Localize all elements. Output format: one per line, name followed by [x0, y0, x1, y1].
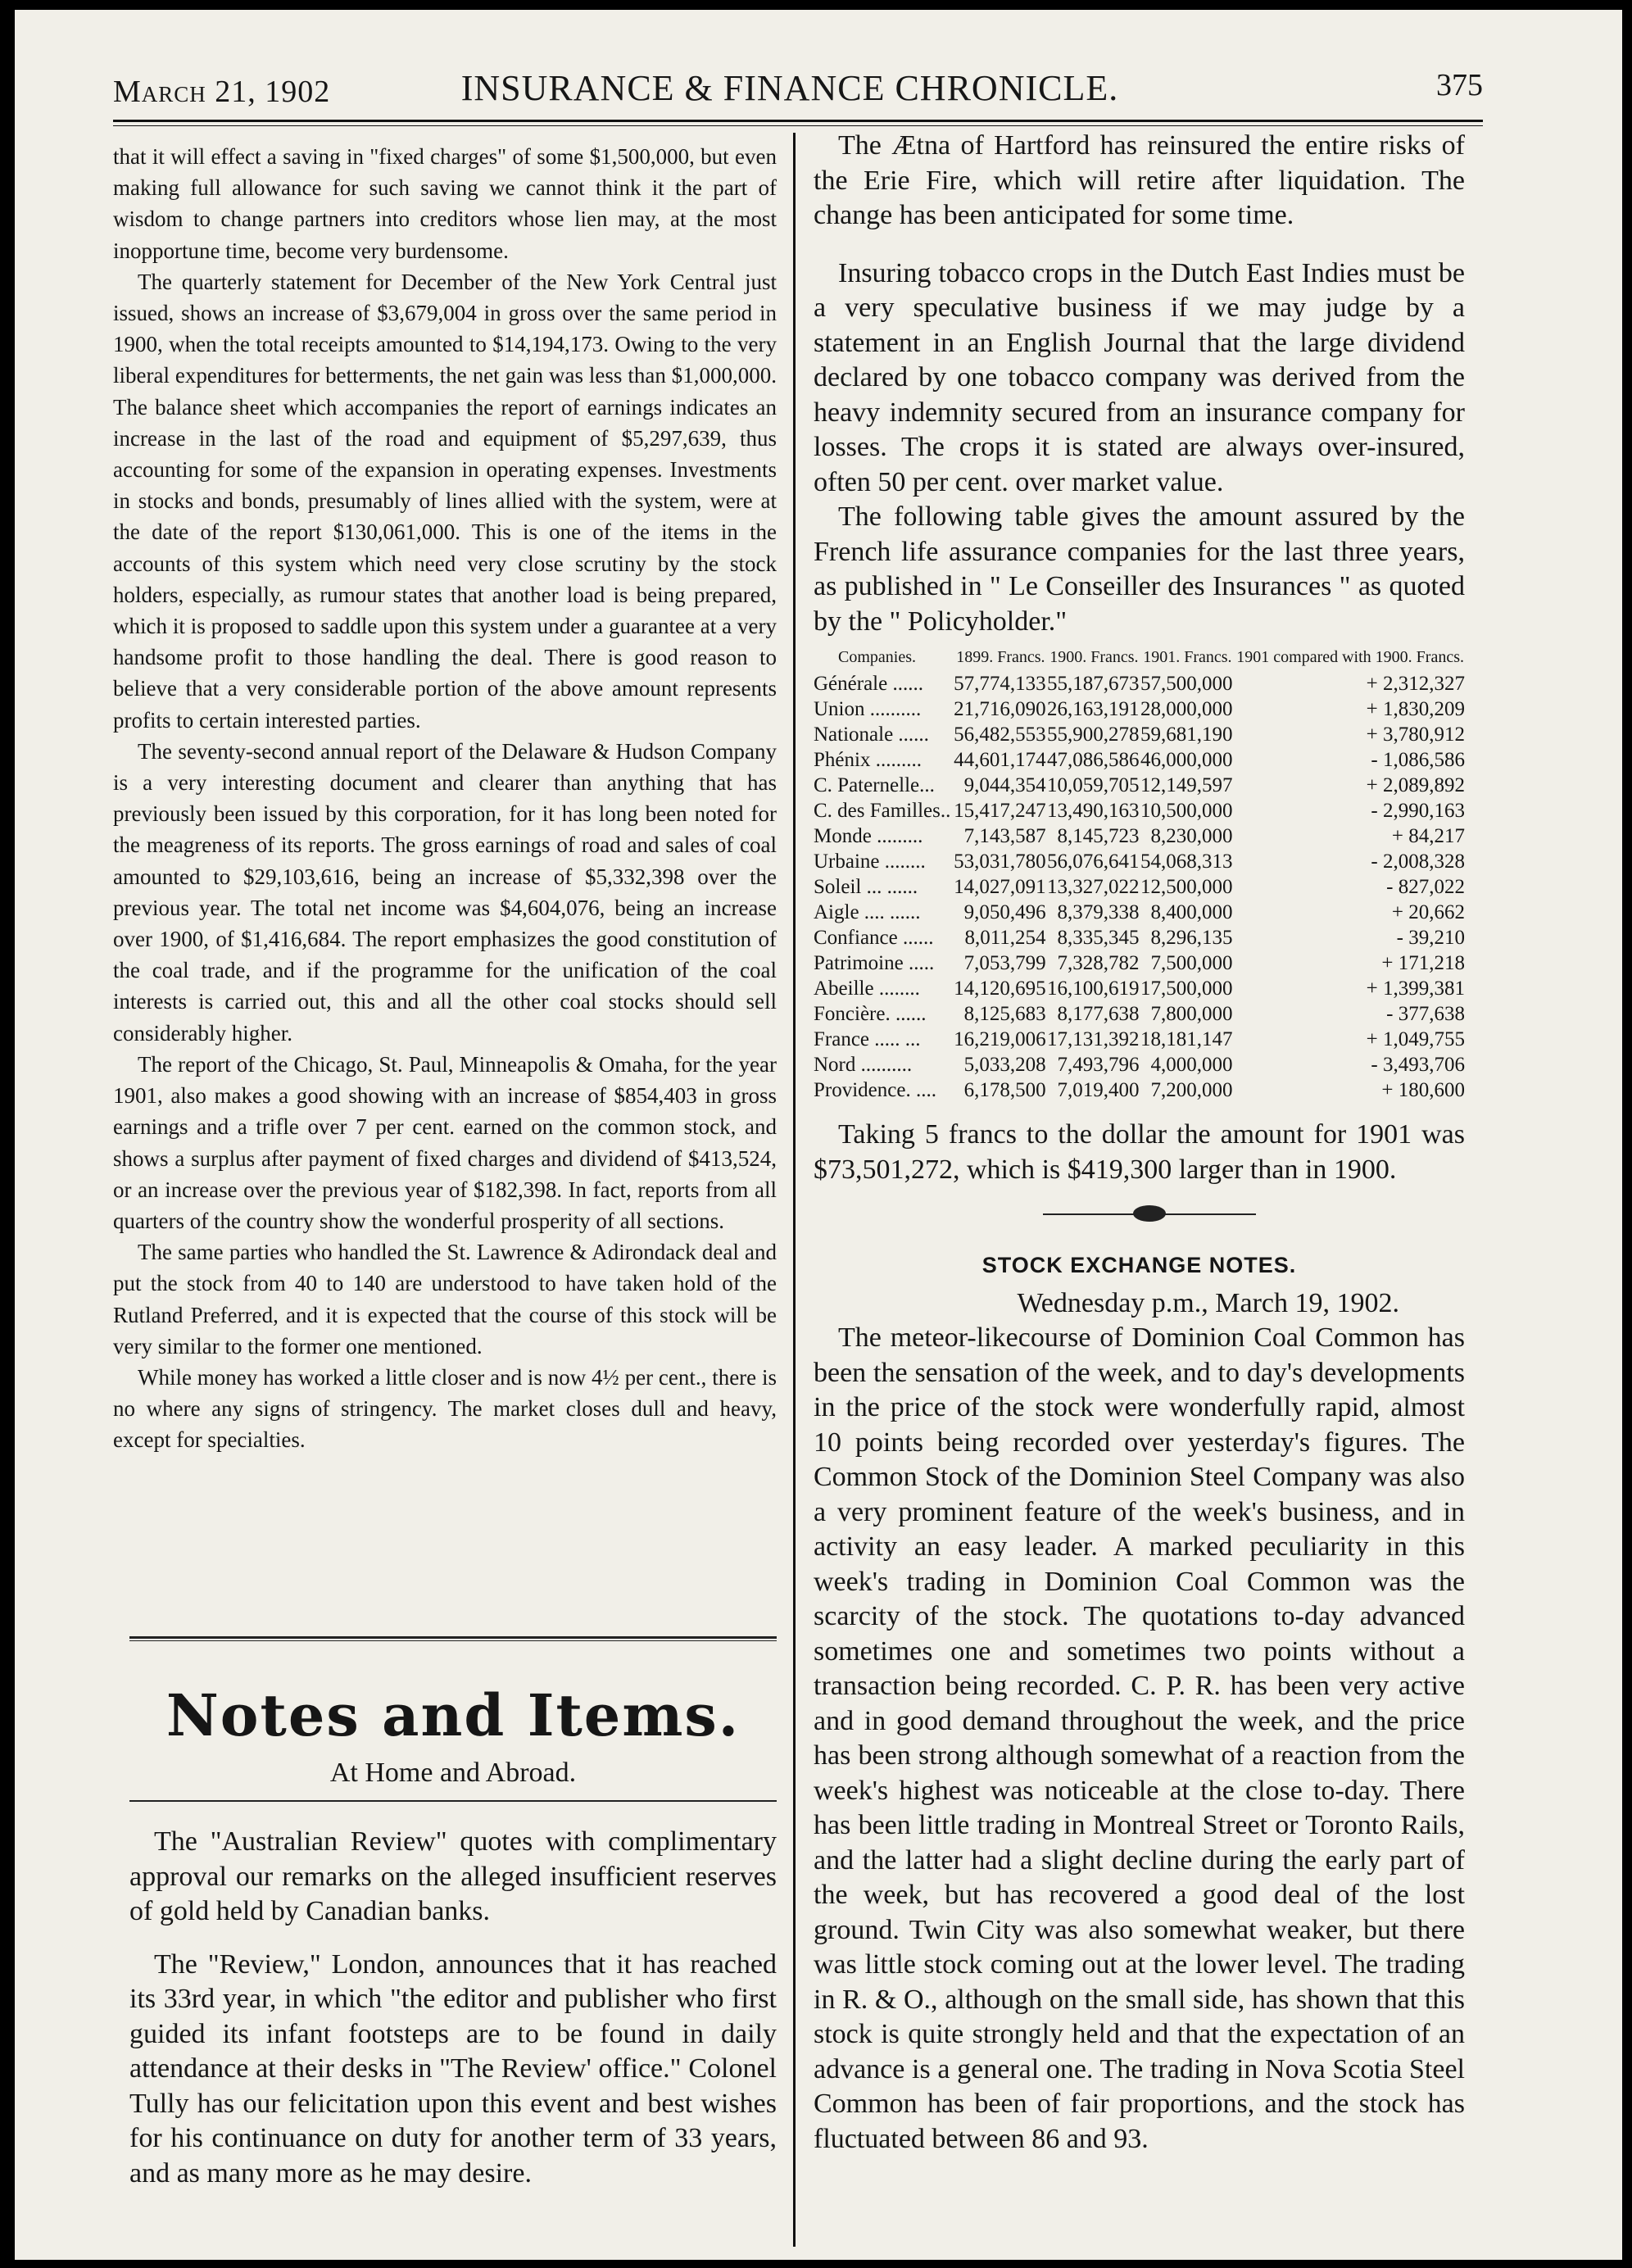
amount-cell: + 20,662 [1391, 901, 1465, 923]
table-row [814, 1052, 1465, 1077]
section-rule [129, 1636, 777, 1639]
amount-cell: - 827,022 [1386, 876, 1465, 898]
amount-cell: + 84,217 [1391, 825, 1465, 847]
amount-cell: 21,716,090 [954, 698, 1046, 720]
table-header: 1900. Francs. [1049, 648, 1139, 666]
amount-cell: 7,800,000 [1150, 1003, 1233, 1025]
amount-cell: 4,000,000 [1150, 1054, 1233, 1076]
amount-cell: - 39,210 [1396, 927, 1465, 949]
table-row [814, 849, 1465, 874]
amount-cell: 8,145,723 [1057, 825, 1140, 847]
notes-heading [129, 1640, 777, 1789]
left-column [113, 141, 777, 1456]
issue-date: March 21, 1902 [113, 75, 331, 109]
table-row [814, 696, 1465, 722]
company-name-cell: Patrimoine ..... [814, 952, 935, 974]
amount-cell: 8,335,345 [1057, 927, 1140, 949]
amount-cell: 8,296,135 [1150, 927, 1233, 949]
amount-cell: - 377,638 [1386, 1003, 1465, 1025]
amount-cell: + 1,399,381 [1366, 978, 1465, 1000]
company-name-cell: France ..... ... [814, 1028, 921, 1050]
company-name-cell: C. Paternelle... [814, 774, 935, 796]
company-name-cell: Providence. .... [814, 1079, 936, 1101]
table-row [814, 1001, 1465, 1027]
table-row [814, 1027, 1465, 1052]
amount-cell: 8,379,338 [1057, 901, 1140, 923]
ornamental-divider [814, 1202, 1465, 1227]
company-name-cell: Aigle .... ...... [814, 901, 921, 923]
table-row [814, 671, 1465, 696]
article-paragraph: The same parties who handled the St. Lawrence & Adirondack deal and put the stock from 40 to 140 are understood to have taken hold of the Rutland Preferred, and it is expected that the course of this stock will be very similar to the former one mentioned. [113, 1240, 777, 1359]
right-column [814, 129, 1465, 2157]
table-row [814, 900, 1465, 925]
amount-cell: 16,100,619 [1047, 978, 1140, 1000]
amount-cell: 53,031,780 [954, 850, 1046, 873]
article-paragraph: Insuring tobacco crops in the Dutch East Indies must be a very speculative business if we may judge by a statement in an English Journal that the large dividend declared by one tobacco company was derived from the heavy indemnity secured from an insurance company for losses. The crops it is stated are always over-insured, often 50 per cent. over market value. [814, 257, 1465, 497]
page-header [113, 67, 1483, 125]
notes-title: Notes and Items. [165, 1681, 741, 1749]
amount-cell: + 180,600 [1381, 1079, 1465, 1101]
notes-rule [129, 1800, 777, 1802]
amount-cell: 7,053,799 [963, 952, 1046, 974]
amount-cell: - 1,086,586 [1371, 749, 1465, 771]
article-paragraph: The quarterly statement for December of the New York Central just issued, shows an increase of $3,679,004 in gross over the same period in 1900, when the total receipts amounted to $14,194,173. Owing to the very liberal expenditures for betterments, the net gain was less than $1,000,000. The balance sheet which accompanies the report of earnings indicates an increase in the last of the road and equipment of $5,297,639, thus accounting for some of the expansion in operating expenses. Investments in stocks and bonds, presumably of lines allied with the system, were at the date of the report $130,061,000. This is one of the items in the accounts of this system which need very close scrutiny by the stock holders, especially, as rumour states that another load is being prepared, which it is proposed to saddle upon this system under a guarantee at a very handsome profit to those handling the deal. There is good reason to believe that a very considerable portion of the above amount represents profits to certain interested parties. [113, 269, 777, 733]
amount-cell: 16,219,006 [954, 1028, 1046, 1050]
table-row [814, 798, 1465, 823]
amount-cell: 12,149,597 [1140, 774, 1233, 796]
company-name-cell: Phénix ......... [814, 749, 922, 771]
company-name-cell: Confiance ...... [814, 927, 934, 949]
company-name-cell: Urbaine ........ [814, 850, 926, 873]
article-paragraph: The report of the Chicago, St. Paul, Minneapolis & Omaha, for the year 1901, also makes a good showing with an increase of $854,403 in gross earnings and a trifle over 7 per cent. earned on the common stock, and shows a surplus after payment of fixed charges and dividend of $413,524, or an increase over the previous year of $182,398. In fact, reports from all quarters of the country show the wonderful prosperity of all sections. [113, 1051, 777, 1233]
amount-cell: 59,681,190 [1140, 723, 1233, 746]
stock-exchange-date: Wednesday p.m., March 19, 1902. [1017, 1287, 1399, 1318]
amount-cell: 13,490,163 [1047, 800, 1140, 822]
table-row [814, 823, 1465, 849]
amount-cell: - 2,008,328 [1371, 850, 1465, 873]
table-row [814, 722, 1465, 747]
table-body [814, 671, 1465, 1103]
article-paragraph: that it will effect a saving in "fixed charges" of some $1,500,000, but even making full allowance for such saving we cannot think it the part of wisdom to change partners into creditors whose lien may, at the most inopportune time, become very burdensome. [113, 144, 777, 263]
header-rule [113, 120, 1483, 122]
amount-cell: + 2,312,327 [1366, 673, 1465, 695]
article-paragraph: The seventy-second annual report of the Delaware & Hudson Company is a very interesting document and clearer than anything that has previously been issued by this corporation, for it has long been noted for the meagreness of its reports. The gross earnings of road and sales of coal amounted to $29,103,616, being an increase of $5,332,398 over the previous year. The total net income was $4,604,076, being an increase over 1900, of $1,416,684. The report emphasizes the good constitution of the coal trade, and if the programme for the unification of the coal interests is carried out, this and all the other coal stocks should sell considerably higher. [113, 738, 777, 1046]
amount-cell: 10,500,000 [1140, 800, 1233, 822]
company-name-cell: Soleil ... ...... [814, 876, 918, 898]
table-row [814, 747, 1465, 773]
amount-cell: 14,027,091 [954, 876, 1046, 898]
divider-ornament-icon [1133, 1205, 1166, 1222]
amount-cell: 8,400,000 [1150, 901, 1233, 923]
amount-cell: 7,328,782 [1057, 952, 1140, 974]
amount-cell: 5,033,208 [963, 1054, 1046, 1076]
amount-cell: - 3,493,706 [1371, 1054, 1465, 1076]
notes-body [129, 1825, 777, 2209]
amount-cell: 15,417,247 [954, 800, 1046, 822]
amount-cell: + 2,089,892 [1366, 774, 1465, 796]
amount-cell: 18,181,147 [1140, 1028, 1233, 1050]
note-paragraph: The "Australian Review" quotes with complimentary approval our remarks on the alleged insufficient reserves of gold held by Canadian banks. [129, 1826, 777, 1926]
amount-cell: 7,019,400 [1057, 1079, 1140, 1101]
amount-cell: + 1,830,209 [1366, 698, 1465, 720]
amount-cell: - 2,990,163 [1371, 800, 1465, 822]
company-name-cell: Foncière. ...... [814, 1003, 927, 1025]
amount-cell: 55,187,673 [1047, 673, 1140, 695]
french-assurance-table [814, 647, 1465, 1103]
amount-cell: 9,050,496 [963, 901, 1046, 923]
amount-cell: 14,120,695 [954, 978, 1046, 1000]
amount-cell: 10,059,705 [1047, 774, 1140, 796]
table-row [814, 773, 1465, 798]
amount-cell: 8,125,683 [963, 1003, 1046, 1025]
table-header: 1901 compared with 1900. Francs. [1236, 648, 1464, 666]
table-row [814, 874, 1465, 900]
table-header: 1899. Francs. [956, 648, 1045, 666]
table-header-row [814, 647, 1465, 671]
amount-cell: 56,076,641 [1047, 850, 1140, 873]
page-number: 375 [1436, 68, 1483, 102]
amount-cell: 17,500,000 [1140, 978, 1233, 1000]
company-name-cell: C. des Familles.. [814, 800, 951, 822]
company-name-cell: Nationale ...... [814, 723, 929, 746]
company-name-cell: Nord .......... [814, 1054, 913, 1076]
amount-cell: 13,327,022 [1047, 876, 1140, 898]
amount-cell: 7,493,796 [1057, 1054, 1140, 1076]
article-paragraph: The following table gives the amount assured by the French life assurance companies for the last three years, as published in " Le Conseiller des Insurances " as quoted by the " Policyholder." [814, 501, 1465, 637]
amount-cell: 47,086,586 [1047, 749, 1140, 771]
amount-cell: 8,011,254 [964, 927, 1046, 949]
publication-title: INSURANCE & FINANCE CHRONICLE. [460, 68, 1119, 108]
amount-cell: 8,177,638 [1057, 1003, 1140, 1025]
amount-cell: 7,200,000 [1150, 1079, 1233, 1101]
note-paragraph: The "Review," London, announces that it has reached its 33rd year, in which "the editor and publisher who first guided its infant footsteps are to be found in daily attendance at their desks in "The Review' office." Colonel Tully has our felicitation upon this event and best wishes for his continuance on duty for another term of 33 years, and as many more as he may desire. [129, 1948, 777, 2189]
article-paragraph: While money has worked a little closer and is now 4½ per cent., there is no where any signs of stringency. The market closes dull and heavy, except for specialties. [113, 1364, 777, 1453]
company-name-cell: Union .......... [814, 698, 922, 720]
amount-cell: 6,178,500 [963, 1079, 1046, 1101]
table-row [814, 976, 1465, 1001]
table-header: Companies. [838, 648, 916, 666]
company-name-cell: Monde ......... [814, 825, 923, 847]
table-header: 1901. Francs. [1143, 648, 1232, 666]
notes-subtitle: At Home and Abroad. [329, 1758, 577, 1788]
amount-cell: + 1,049,755 [1366, 1028, 1465, 1050]
article-paragraph: The Ætna of Hartford has reinsured the entire risks of the Erie Fire, which will retire after liquidation. The change has been anticipated for some time. [814, 130, 1465, 230]
amount-cell: + 171,218 [1381, 952, 1465, 974]
amount-cell: 9,044,354 [963, 774, 1046, 796]
article-paragraph: Taking 5 francs to the dollar the amount for 1901 was $73,501,272, which is $419,300 larger than in 1900. [814, 1119, 1465, 1185]
table-row [814, 1077, 1465, 1103]
column-divider [793, 133, 796, 2247]
amount-cell: 7,500,000 [1150, 952, 1233, 974]
amount-cell: 44,601,174 [954, 749, 1046, 771]
stock-exchange-title: STOCK EXCHANGE NOTES. [981, 1253, 1297, 1277]
amount-cell: 57,500,000 [1140, 673, 1233, 695]
amount-cell: 46,000,000 [1140, 749, 1233, 771]
amount-cell: 8,230,000 [1150, 825, 1233, 847]
amount-cell: 56,482,553 [954, 723, 1046, 746]
company-name-cell: Générale ...... [814, 673, 923, 695]
table-row [814, 925, 1465, 950]
amount-cell: 7,143,587 [963, 825, 1046, 847]
amount-cell: 28,000,000 [1140, 698, 1233, 720]
header-rule-thin [113, 125, 1483, 126]
stock-exchange-paragraph: The meteor-likecourse of Dominion Coal Common has been the sensation of the week, and to day's developments in the price of the stock were wonderfully rapid, almost 10 points being recorded over yesterday's figures. The Common Stock of the Dominion Steel Company was also a very prominent feature of the week's business, and in activity an easy leader. A marked peculiarity in this week's trading in Dominion Coal Common was the scarcity of the stock. The quotations to-day advanced sometimes one and sometimes two points without a transaction being recorded. C. P. R. has been very active and in good demand throughout the week, and the price has been strong although somewhat of a reaction from the week's highest was noticeable at the close to-day. There has been little trading in Montreal Street or Toronto Rails, and the latter had a slight decline during the early part of the week, but has recovered a good deal of the lost ground. Twin City was also somewhat weaker, but there was little stock coming out at the lower level. The trading in R. & O., although on the small side, has shown that this stock is quite strongly held and that the expectation of an advance is a general one. The trading in Nova Scotia Steel Common has been of fair proportions, and the stock has fluctuated between 86 and 93. [814, 1322, 1465, 2154]
amount-cell: 26,163,191 [1047, 698, 1140, 720]
newspaper-page [15, 10, 1622, 2260]
amount-cell: 57,774,133 [954, 673, 1046, 695]
amount-cell: 12,500,000 [1140, 876, 1233, 898]
table-row [814, 950, 1465, 976]
amount-cell: 54,068,313 [1140, 850, 1233, 873]
amount-cell: + 3,780,912 [1366, 723, 1465, 746]
amount-cell: 55,900,278 [1047, 723, 1140, 746]
amount-cell: 17,131,392 [1047, 1028, 1140, 1050]
company-name-cell: Abeille ........ [814, 978, 920, 1000]
